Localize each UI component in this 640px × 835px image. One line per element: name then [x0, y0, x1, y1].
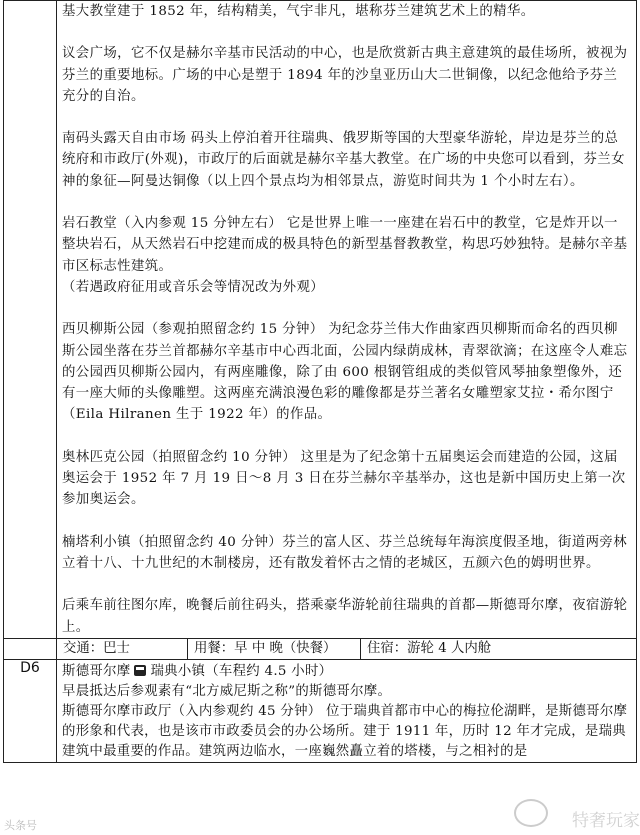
watermark-logo-icon	[514, 799, 548, 827]
watermark-text: 特奢玩家	[572, 811, 640, 831]
paragraph-cathedral: 基大教堂建于 1852 年，结构精美，气宇非凡，堪称芬兰建筑艺术上的精华。	[62, 4, 535, 19]
summary-row	[57, 638, 637, 659]
d6-content	[57, 659, 637, 762]
paragraph-senate-square: 议会广场，它不仅是赫尔辛基市民活动的中心，也是欣赏新古典主意建筑的最佳场所，被视为芬兰的重要地标。广场的中心是塑于 1894 年的沙皇亚历山大二世铜像，以纪念他给予芬兰充分的自治。	[62, 46, 628, 104]
d6-route	[62, 662, 630, 682]
paragraph-naantali: 楠塔利小镇（拍照留念约 40 分钟）芬兰的富人区、芬兰总统每年海滨度假圣地，街道两旁林立着十八、十九世纪的木制楼房，还有散发着怀古之情的老城区，五颜六色的姆明世界。	[62, 534, 627, 571]
paragraph-rock-church-note: （若遇政府征用或音乐会等情况改为外观）	[62, 279, 325, 295]
paragraph-sibelius-park: 西贝柳斯公园（参观拍照留念约 15 分钟） 为纪念芬兰伟大作曲家西贝柳斯而命名的西贝柳斯公园坐落在芬兰首都赫尔辛基市中心西北面，公园内绿荫成林，青翠欲滴；在这座令人难忘的公园西贝柳斯公园内，有两座雕像，除了由 600 根钢管组成的类似管风琴抽象塑像外，还有一座大师的头像雕塑。这两座充满浪漫色彩的雕像都是芬兰著名女雕塑家艾拉・希尔图宁（Eila Hilranen 生于 1922 年）的作品。	[62, 322, 628, 423]
meals-info: 用餐：早 中 晚（快餐）	[187, 639, 360, 659]
d6-line-arrival: 早晨抵达后参观素有“北方威尼斯之称”的斯德哥尔摩。	[62, 683, 392, 699]
day-content	[57, 1, 637, 639]
paragraph-cruise: 后乘车前往图尔库，晚餐后前往码头，搭乘豪华游轮前往瑞典的首都—斯德哥尔摩，夜宿游轮上。	[62, 598, 628, 635]
watermark-left: 头条号	[4, 819, 37, 832]
summary-day-cell	[4, 638, 57, 659]
day-label-d6: D6	[4, 659, 57, 762]
d6-line-city-hall: 斯德哥尔摩市政厅（入内参观约 45 分钟） 位于瑞典首都市中心的梅拉伦湖畔，是斯德哥尔摩的形象和代表，也是该市市政委员会的办公场所。建于 1911 年，历时 12 年才完成，是瑞典建筑中最重要的作品。建筑两边临水，一座巍然矗立着的塔楼，与之相衬的是	[62, 703, 628, 759]
d6-route-to: 瑞典小镇（车程约 4.5 小时）	[150, 663, 333, 679]
transport-info: 交通：巴士	[63, 640, 130, 656]
bus-icon	[134, 665, 146, 676]
paragraph-olympic-park: 奥林匹克公园（拍照留念约 10 分钟） 这里是为了纪念第十五届奥运会而建造的公园，这届奥运会于 1952 年 7 月 19 日～8 月 3 日在芬兰赫尔辛基举办，这也是新中国历史上第一次参加奥运会。	[62, 449, 626, 508]
paragraph-rock-church: 岩石教堂（入内参观 15 分钟左右） 它是世界上唯一一座建在岩石中的教堂，它是炸开以一整块岩石，从天然岩石中挖建而成的极具特色的新型基督教教堂，构思巧妙独特。是赫尔辛基市区标志性建筑。	[62, 216, 628, 274]
paragraph-south-harbour: 南码头露天自由市场 码头上停泊着开往瑞典、俄罗斯等国的大型豪华游轮，岸边是芬兰的总统府和市政厅(外观)，市政厅的后面就是赫尔辛基大教堂。在广场的中央您可以看到，芬兰女神的象征—阿曼达铜像（以上四个景点均为相邻景点，游览时间共为 1 个小时左右）。	[62, 131, 625, 189]
hotel-info: 住宿：游轮 4 人内舱	[360, 639, 497, 659]
itinerary-table	[3, 0, 637, 763]
d6-route-from: 斯德哥尔摩	[62, 663, 131, 679]
day-cell-empty	[4, 1, 57, 639]
